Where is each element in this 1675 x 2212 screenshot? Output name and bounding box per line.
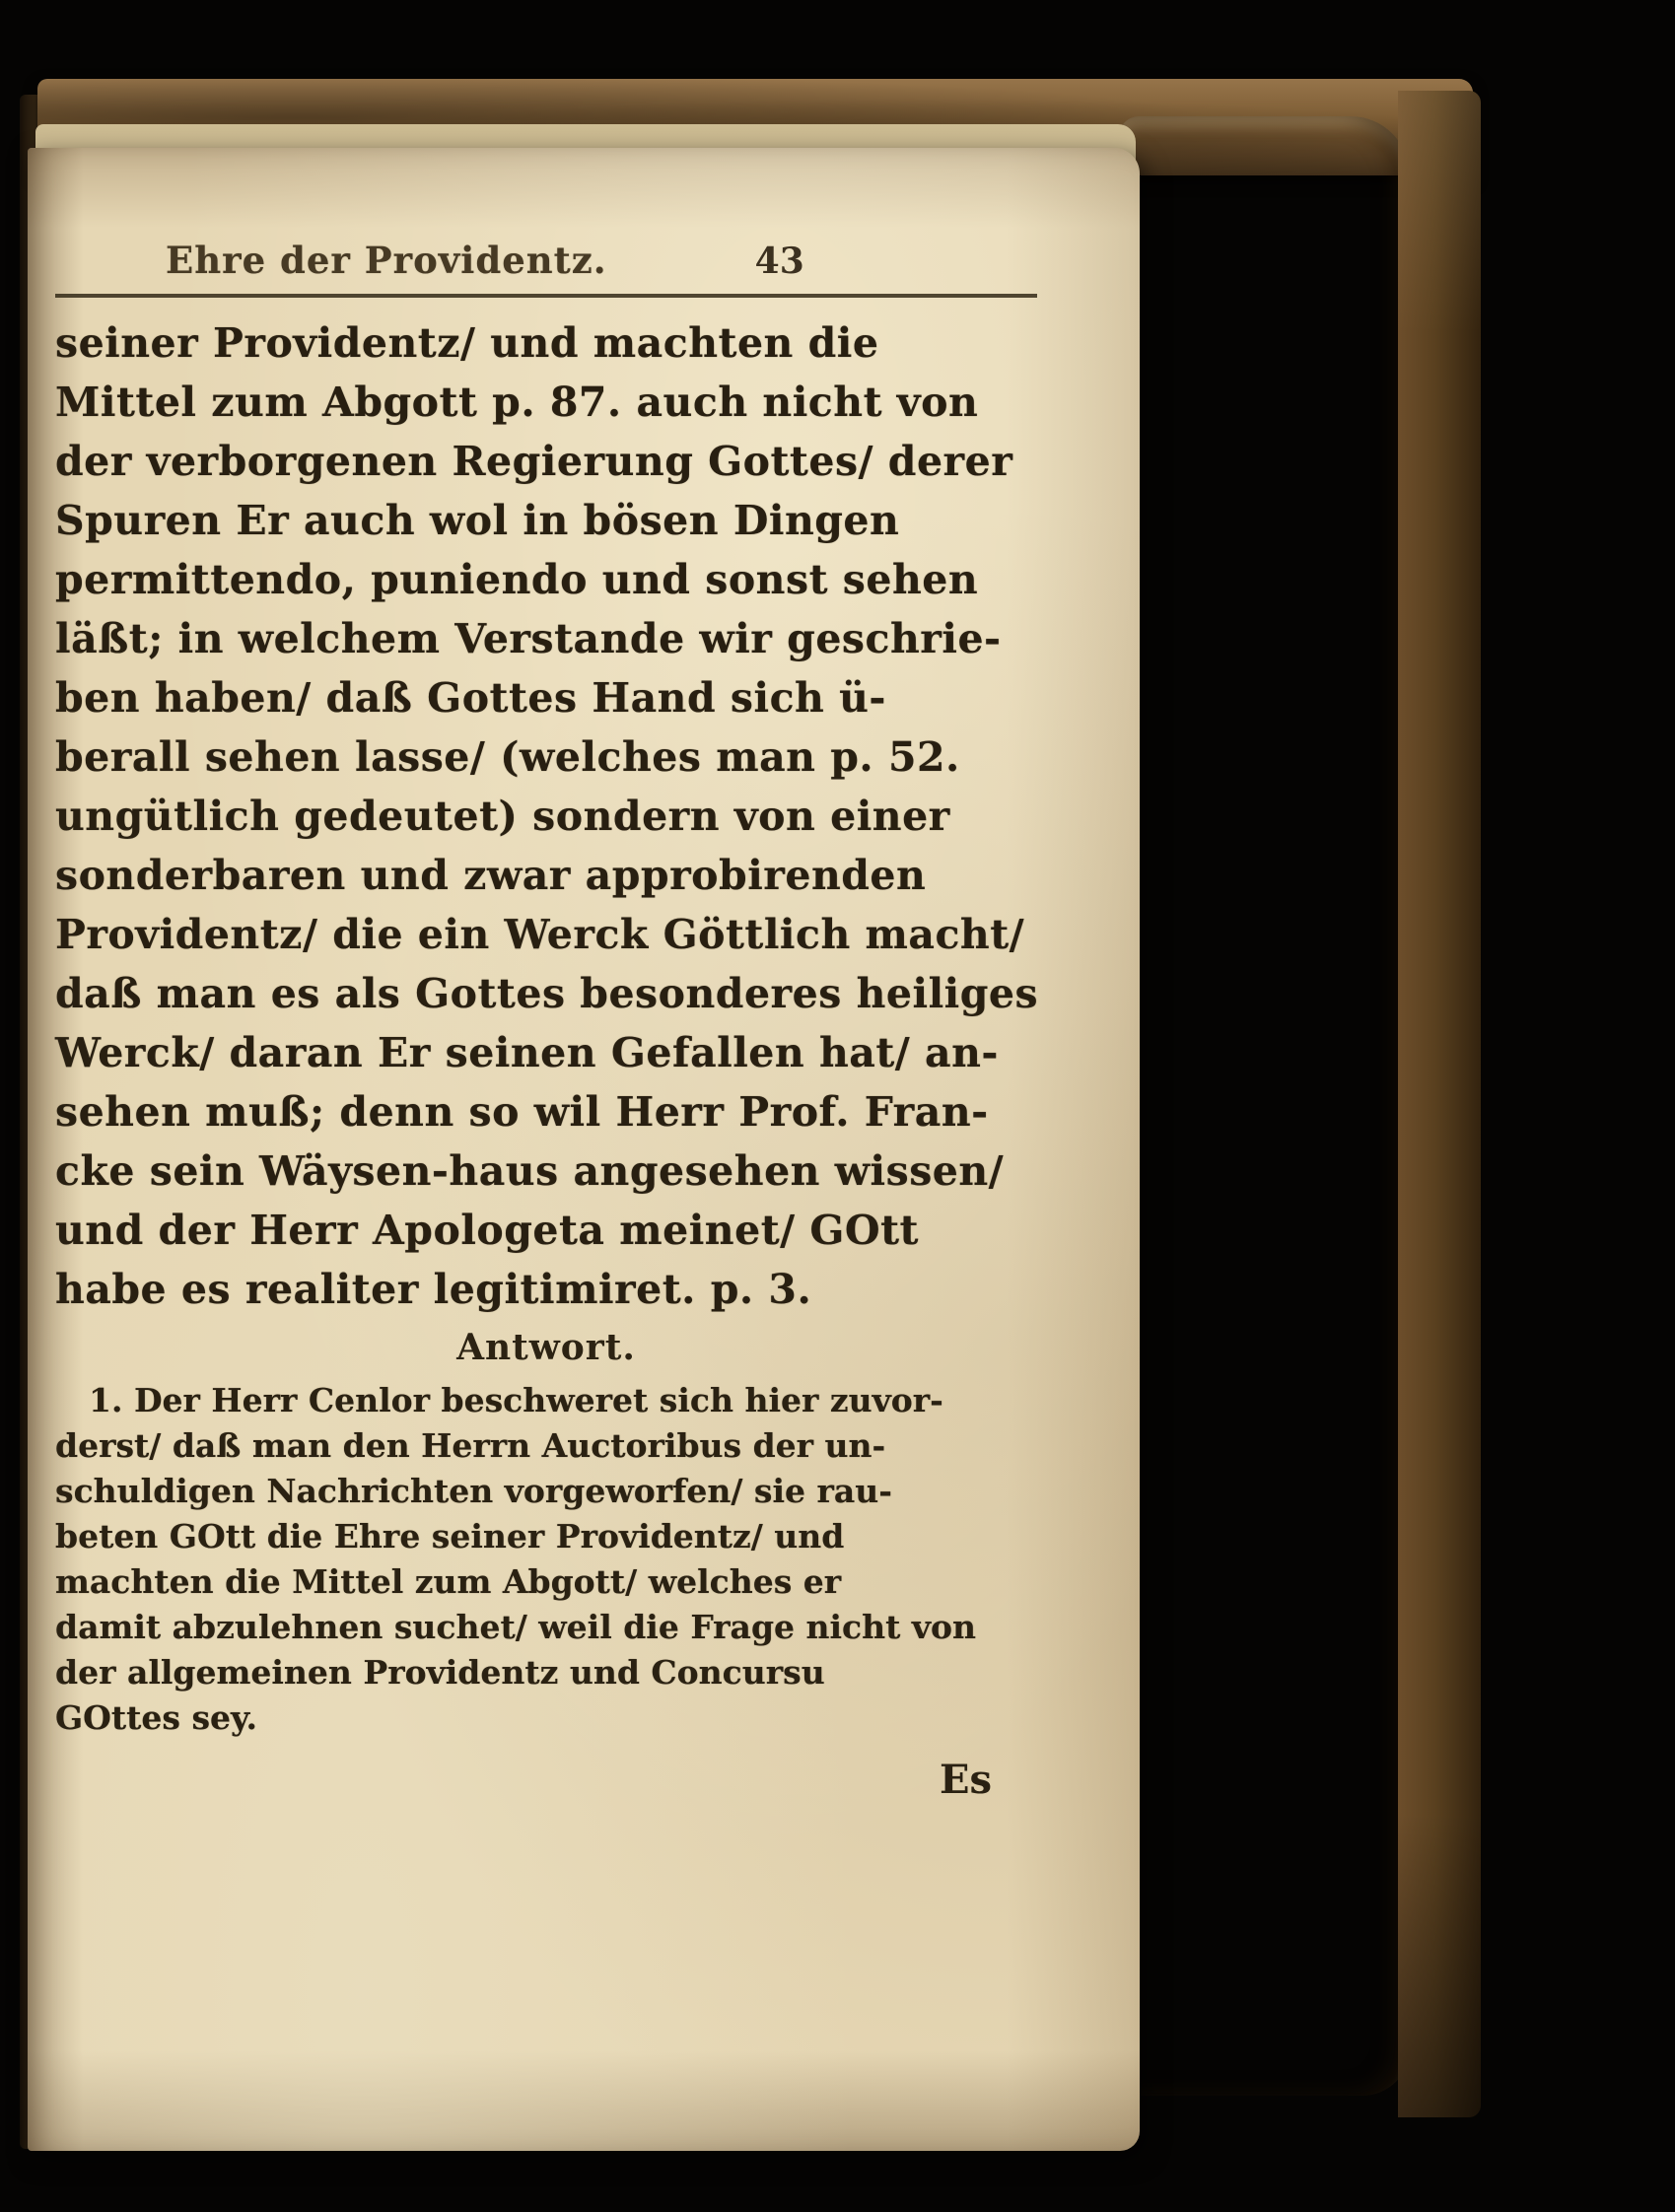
text-line: Spuren Er auch wol in bösen Dingen bbox=[55, 497, 900, 544]
text-line: läßt; in welchem Verstande wir geschrie- bbox=[55, 615, 1002, 662]
main-text-block bbox=[55, 313, 1037, 1319]
text-line: ben haben/ daß Gottes Hand sich ü- bbox=[55, 674, 886, 722]
book-cover-right bbox=[1398, 91, 1481, 2117]
answer-line: GOttes sey. bbox=[55, 1698, 257, 1737]
text-line: Providentz/ die ein Werck Göttlich macht/ bbox=[55, 911, 1025, 958]
text-line: sonderbaren und zwar approbirenden bbox=[55, 852, 927, 899]
running-header-title: Ehre der Providentz. bbox=[166, 239, 607, 282]
page-number: 43 bbox=[754, 241, 804, 282]
answer-text-block bbox=[55, 1378, 1037, 1741]
answer-line: derst/ daß man den Herrn Auctoribus der un- bbox=[55, 1426, 886, 1465]
page-fore-edge bbox=[1118, 116, 1410, 2096]
text-line: permittendo, puniendo und sonst sehen bbox=[55, 556, 979, 603]
answer-line: machten die Mittel zum Abgott/ welches er bbox=[55, 1562, 842, 1601]
answer-line: der allgemeinen Providentz und Concursu bbox=[55, 1653, 825, 1692]
answer-line: 1. Der Herr Cenlor beschweret sich hier zuvor- bbox=[89, 1381, 943, 1419]
text-line: und der Herr Apologeta meinet/ GOtt bbox=[55, 1207, 919, 1254]
text-line: der verborgenen Regierung Gottes/ derer bbox=[55, 438, 1013, 485]
book-page bbox=[28, 148, 1140, 2151]
page-text-block bbox=[55, 239, 1037, 1803]
text-line: ungütlich gedeutet) sondern von einer bbox=[55, 793, 950, 840]
section-heading: Antwort. bbox=[456, 1327, 636, 1368]
text-line: habe es realiter legitimiret. p. 3. bbox=[55, 1266, 812, 1313]
text-line: sehen muß; denn so wil Herr Prof. Fran- bbox=[55, 1088, 989, 1136]
text-line: daß man es als Gottes besonderes heiliges bbox=[55, 970, 1039, 1017]
text-line: Werck/ daran Er seinen Gefallen hat/ an- bbox=[55, 1029, 999, 1076]
answer-line: damit abzulehnen suchet/ weil die Frage nicht von bbox=[55, 1608, 977, 1646]
catchword: Es bbox=[939, 1757, 992, 1803]
text-line: cke sein Wäysen-haus angesehen wissen/ bbox=[55, 1147, 1005, 1195]
text-line: berall sehen lasse/ (welches man p. 52. bbox=[55, 733, 960, 781]
answer-line: schuldigen Nachrichten vorgeworfen/ sie rau- bbox=[55, 1472, 892, 1510]
text-line: seiner Providentz/ und machten die bbox=[55, 319, 879, 367]
header-rule bbox=[55, 294, 1037, 298]
answer-line: beten GOtt die Ehre seiner Providentz/ und bbox=[55, 1517, 845, 1555]
running-header bbox=[55, 239, 1037, 282]
text-line: Mittel zum Abgott p. 87. auch nicht von bbox=[55, 379, 979, 426]
